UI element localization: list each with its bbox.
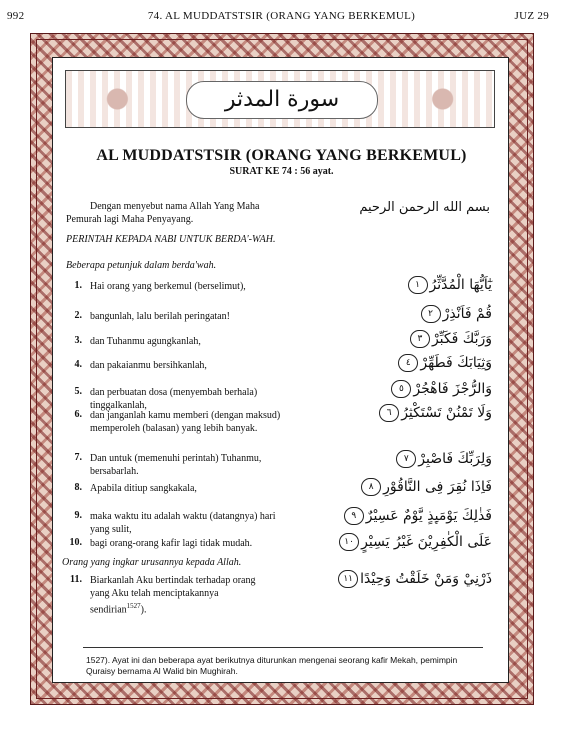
- verse-number: 2.: [74, 310, 82, 321]
- surah-title: AL MUDDATSTSIR (ORANG YANG BERKEMUL): [96, 147, 467, 164]
- verse-text: Hai orang yang berkemul (berselimut),: [90, 281, 246, 292]
- footnote: 1527). Ayat ini dan beberapa ayat berikutnya diturunkan mengenai seorang kafir Mekah, pemimpin Quraisy bernama Al Walid bin Mughirah.: [86, 655, 458, 676]
- verse-number: 1.: [74, 280, 82, 291]
- verse-number: 7.: [74, 452, 82, 463]
- verse-number: 8.: [74, 482, 82, 493]
- verse-arabic: وَرَبَّكَ فَكَبِّرْ٣: [330, 330, 492, 348]
- footnote-ref[interactable]: 1527: [126, 602, 141, 610]
- verse-arabic: فَاِذَا نُقِرَ فِى النَّاقُوْرِ٨: [330, 478, 492, 496]
- verse-end-marker: ١: [408, 276, 428, 294]
- verse-arabic: يٰٓاَيُّهَا الْمُدَّثِّرُ١: [330, 276, 492, 294]
- verse-text: dan pakaianmu bersihkanlah,: [90, 360, 207, 371]
- verse-arabic: وَلِرَبِّكَ فَاصْبِرْ٧: [330, 450, 492, 468]
- subsection-heading: Beberapa petunjuk dalam berda'wah.: [66, 260, 217, 271]
- verse-number: 3.: [74, 335, 82, 346]
- running-title: 74. AL MUDDATSTSIR (ORANG YANG BERKEMUL): [147, 10, 416, 22]
- verse-end-marker: ٢: [421, 305, 441, 323]
- verse-text: dan Tuhanmu agungkanlah,: [90, 336, 201, 347]
- verse-number: 10.: [69, 537, 82, 548]
- subsection-heading: Orang yang ingkar urusannya kepada Allah.: [62, 557, 242, 568]
- juz-label: JUZ 29: [514, 10, 549, 22]
- verse-arabic: وَلَا تَمْنُنْ تَسْتَكْثِرُ٦: [330, 404, 492, 422]
- verse-text: bagi orang-orang kafir lagi tidak mudah.: [90, 538, 253, 549]
- verse-arabic: قُمْ فَاَنْذِرْ٢: [330, 305, 492, 323]
- verse-arabic: وَثِيَابَكَ فَطَهِّرْ٤: [330, 354, 492, 372]
- verse-text: Apabila ditiup sangkakala,: [90, 483, 197, 494]
- verse-arabic: ذَرْنِيْ وَمَنْ خَلَقْتُ وَحِيْدًا١١: [330, 570, 492, 588]
- footnote-divider: [83, 647, 483, 648]
- verse-end-marker: ٦: [379, 404, 399, 422]
- running-header: [0, 10, 563, 26]
- verse-end-marker: ٨: [361, 478, 381, 496]
- verse-text: Dan untuk (memenuhi perintah) Tuhanmu, bersabarlah.: [90, 453, 262, 477]
- verse-number: 9.: [74, 510, 82, 521]
- verse-number: 5.: [74, 386, 82, 397]
- surah-subtitle: SURAT KE 74 : 56 ayat.: [229, 166, 334, 177]
- verse-end-marker: ٩: [344, 507, 364, 525]
- verse-end-marker: ٧: [396, 450, 416, 468]
- basmala-arabic: بسم الله الرحمن الرحيم: [359, 200, 490, 215]
- verse-number: 11.: [70, 574, 82, 585]
- surah-arabic-title: سورة المدثر: [186, 81, 378, 119]
- verse-arabic: وَالرُّجْزَ فَاهْجُرْ٥: [330, 380, 492, 398]
- verse-number: 4.: [74, 359, 82, 370]
- verse-text: bangunlah, lalu berilah peringatan!: [90, 311, 230, 322]
- verse-text: dan perbuatan dosa (menyembah berhala) tinggalkanlah,: [90, 387, 258, 411]
- verse-end-marker: ١٠: [339, 533, 359, 551]
- verse-text: dan janganlah kamu memberi (dengan maksud) memperoleh (balasan) yang lebih banyak.: [90, 410, 281, 434]
- verse-text: Biarkanlah Aku bertindak terhadap orang yang Aku telah menciptakannya sendirian$^{1527}$).: [90, 575, 256, 616]
- verse-text: maka waktu itu adalah waktu (datangnya) hari yang sulit,: [90, 511, 276, 535]
- verse-number: 6.: [74, 409, 82, 420]
- page-number: 992: [7, 10, 25, 22]
- verse-end-marker: ١١: [338, 570, 358, 588]
- verse-end-marker: ٤: [398, 354, 418, 372]
- verse-arabic: عَلَى الْكٰفِرِيْنَ غَيْرُ يَسِيْرٍ١٠: [330, 533, 492, 551]
- verse-end-marker: ٣: [410, 330, 430, 348]
- basmala-translation: Dengan menyebut nama Allah Yang Maha Pemurah lagi Maha Penyayang.: [66, 201, 260, 225]
- surah-banner: [65, 70, 495, 128]
- verse-arabic: فَذٰلِكَ يَوْمَىِٕذٍ يَّوْمٌ عَسِيْرٌ٩: [330, 507, 492, 525]
- section-heading: PERINTAH KEPADA NABI UNTUK BERDA'-WAH.: [66, 234, 276, 245]
- verse-end-marker: ٥: [391, 380, 411, 398]
